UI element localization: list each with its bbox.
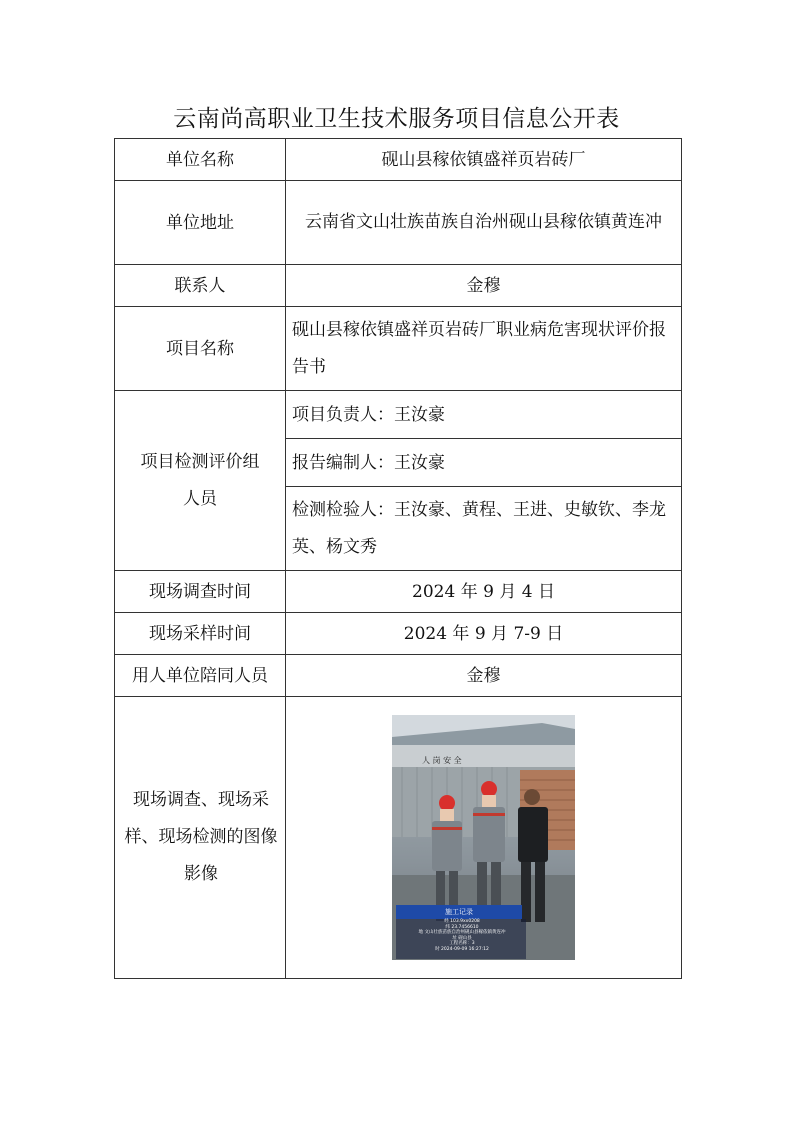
table-row <box>115 571 682 613</box>
survey-time-label: 现场调查时间 <box>115 571 286 613</box>
table-row <box>115 181 682 265</box>
info-table <box>114 138 682 979</box>
record-line: 时 2024-09-09 16:27:12 <box>435 946 489 952</box>
record-card-header <box>396 905 522 919</box>
page-title: 云南尚高职业卫生技术服务项目信息公开表 <box>173 106 620 132</box>
contact-value: 金穆 <box>286 265 682 307</box>
record-card <box>396 919 526 959</box>
record-line: 地 文山壮族苗族自治州砚山县稼依镇黄连冲 <box>418 930 506 935</box>
record-card-title: 施工记录 <box>445 908 473 916</box>
unit-name-label: 单位名称 <box>115 139 286 181</box>
record-line: 址 砚山县 <box>452 935 472 941</box>
table-row <box>115 655 682 697</box>
table-row <box>115 307 682 391</box>
unit-name-value: 砚山县稼依镇盛祥页岩砖厂 <box>286 139 682 181</box>
team-editor: 报告编制人：王汝豪 <box>286 439 682 487</box>
sampling-time-value: 2024 年 9 月 7-9 日 <box>286 613 682 655</box>
record-line: 工程名称：3 <box>449 941 475 946</box>
record-line: 纬 23.7456610 <box>445 924 479 930</box>
unit-address-label: 单位地址 <box>115 181 286 265</box>
images-cell <box>286 697 682 979</box>
table-row <box>115 139 682 181</box>
site-photo <box>392 715 575 960</box>
unit-address-value: 云南省文山壮族苗族自治州砚山县稼依镇黄连冲 <box>286 181 682 265</box>
images-label: 现场调查、现场采样、现场检测的图像影像 <box>115 697 286 979</box>
record-line: 经 103.9xx0208 <box>444 919 480 924</box>
accompany-value: 金穆 <box>286 655 682 697</box>
survey-time-value: 2024 年 9 月 4 日 <box>286 571 682 613</box>
contact-label: 联系人 <box>115 265 286 307</box>
table-row <box>115 265 682 307</box>
project-name-label: 项目名称 <box>115 307 286 391</box>
accompany-label: 用人单位陪同人员 <box>115 655 286 697</box>
sampling-time-label: 现场采样时间 <box>115 613 286 655</box>
project-name-value: 砚山县稼依镇盛祥页岩砖厂职业病危害现状评价报告书 <box>286 307 682 391</box>
table-row <box>115 613 682 655</box>
wall-sign: 人 岗 安 全 <box>422 756 462 765</box>
table-row <box>115 697 682 979</box>
team-leader: 项目负责人：王汝豪 <box>286 391 682 439</box>
team-inspectors: 检测检验人：王汝豪、黄程、王进、史敏钦、李龙英、杨文秀 <box>286 487 682 571</box>
table-row <box>115 391 682 439</box>
team-label: 项目检测评价组人员 <box>115 391 286 571</box>
